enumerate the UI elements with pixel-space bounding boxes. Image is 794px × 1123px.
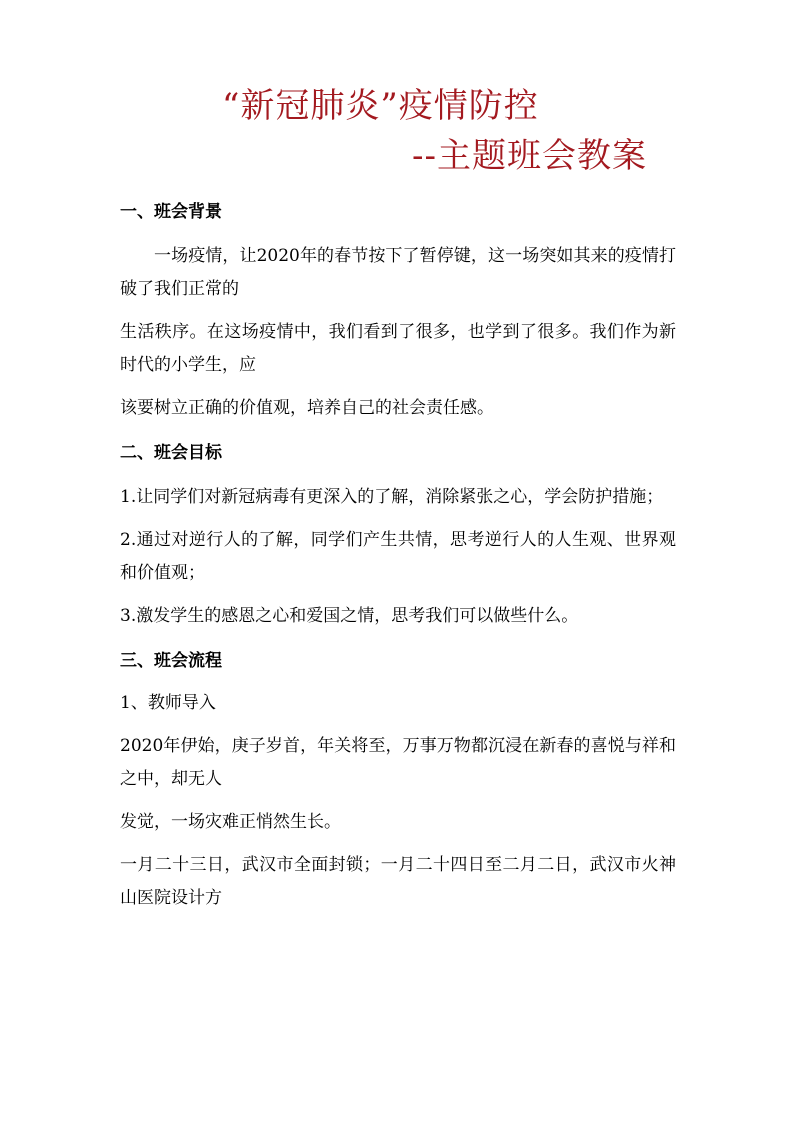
document-title-line-2: --主题班会教案 xyxy=(412,136,647,176)
section-2-heading: 二、班会目标 xyxy=(120,443,222,463)
section-3-heading: 三、班会流程 xyxy=(120,651,222,671)
document-body xyxy=(120,196,676,915)
section-1-heading: 一、班会背景 xyxy=(120,202,222,222)
section-1-paragraph-3: 该要树立正确的价值观，培养自己的社会责任感。 xyxy=(120,398,494,418)
section-1-paragraph-2: 生活秩序。在这场疫情中，我们看到了很多，也学到了很多。我们作为新时代的小学生，应 xyxy=(120,322,676,375)
section-2-item-1: 1.让同学们对新冠病毒有更深入的了解，消除紧张之心，学会防护措施； xyxy=(120,487,664,507)
section-3-subheading-1: 1、教师导入 xyxy=(120,693,216,713)
document-title-line-1: “新冠肺炎”疫情防控 xyxy=(222,86,539,126)
section-3-paragraph-3: 一月二十三日，武汉市全面封锁；一月二十四日至二月二日，武汉市火神山医院设计方 xyxy=(120,855,676,908)
section-1-paragraph-1: 一场疫情，让2020年的春节按下了暂停键，这一场突如其来的疫情打破了我们正常的 xyxy=(120,246,676,299)
section-3-paragraph-2: 发觉，一场灾难正悄然生长。 xyxy=(120,812,341,832)
section-2-item-3: 3.激发学生的感恩之心和爱国之情，思考我们可以做些什么。 xyxy=(120,606,579,626)
section-3-paragraph-1: 2020年伊始，庚子岁首，年关将至，万事万物都沉浸在新春的喜悦与祥和之中，却无人 xyxy=(120,736,676,789)
section-2-item-2: 2.通过对逆行人的了解，同学们产生共情，思考逆行人的人生观、世界观和价值观； xyxy=(120,530,676,583)
